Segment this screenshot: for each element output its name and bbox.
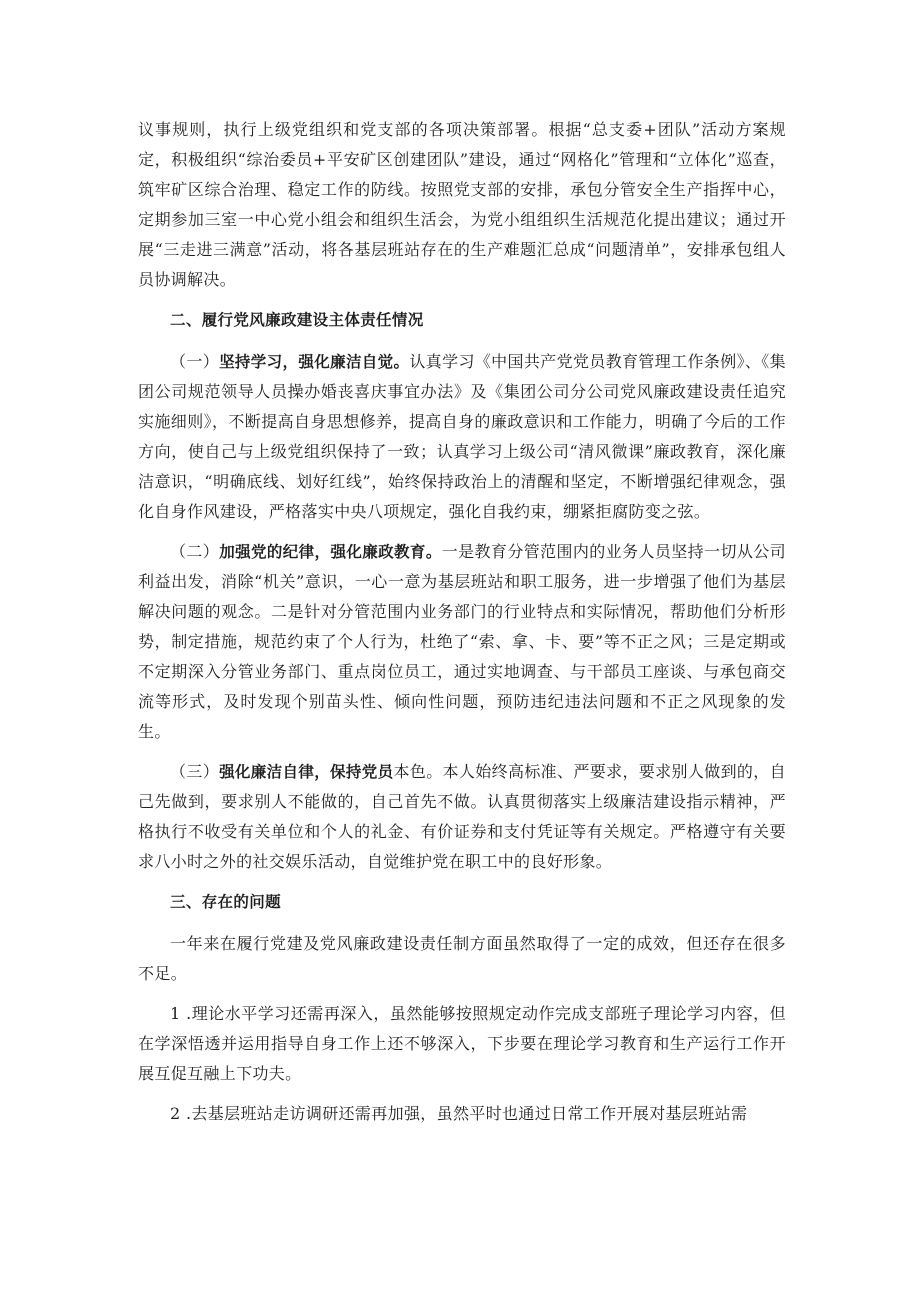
section-heading-three: 三、存在的问题 <box>170 893 281 911</box>
document-page <box>138 115 786 1139</box>
item-two-title: 加强党的纪律，强化廉政教育。 <box>219 543 442 561</box>
item-three-text: 本色。本人始终高标准、严要求，要求别人做到的，自己先做到，要求别人不能做的，自己首先不做。认真贯彻落实上级廉洁建设指示精神，严格执行不收受有关单位和个人的礼金、有价证券和支付凭证等有关规定。严格遵守有关要求八小时之外的社交娱乐活动，自觉维护党在职工中的良好形象。 <box>138 762 786 871</box>
item-three-title: 强化廉洁自律，保持党员 <box>219 763 394 781</box>
item-two-text: 一是教育分管范围内的业务人员坚持一切从公司利益出发，消除“机关”意识，一心一意为基层班站和职工服务，进一步增强了他们为基层解决问题的观念。二是针对分管范围内业务部门的行业特点和实际情况，帮助他们分析形势，制定措施，规范约束了个人行为，杜绝了“索、拿、卡、要”等不正之风；三是定期或不定期深入分管业务部门、重点岗位员工，通过实地调查、与干部员工座谈、与承包商交流等形式，及时发现个别苗头性、倾向性问题，预防违纪违法问题和不正之风现象的发生。 <box>138 542 786 741</box>
section-heading-two: 二、履行党风廉政建设主体责任情况 <box>170 311 424 329</box>
item-three-prefix: （三） <box>170 762 220 781</box>
item-one-paragraph <box>138 347 786 527</box>
problems-intro-paragraph: 一年来在履行党建及党风廉政建设责任制方面虽然取得了一定的成效，但还存在很多不足。 <box>138 934 786 983</box>
continuation-paragraph: 议事规则，执行上级党组织和党支部的各项决策部署。根据“总支委+团队”活动方案规定，积极组织“综治委员+平安矿区创建团队”建设，通过“网格化”管理和“立体化”巡查，筑牢矿区综合治理、稳定工作的防线。按照党支部的安排，承包分管安全生产指挥中心，定期参加三室一中心党小组会和组织生活会，为党小组组织生活规范化提出建议；通过开展“三走进三满意”活动，将各基层班站存在的生产难题汇总成“问题清单”，安排承包组人员协调解决。 <box>138 120 786 289</box>
item-two-prefix: （二） <box>170 542 220 561</box>
item-two-paragraph <box>138 537 786 747</box>
item-three-paragraph <box>138 757 786 877</box>
problem-one-paragraph: 1 .理论水平学习还需再深入，虽然能够按照规定动作完成支部班子理论学习内容，但在学深悟透并运用指导自身工作上还不够深入，下步要在理论学习教育和生产运行工作开展互促互融上下功夫。 <box>138 1004 786 1083</box>
item-one-title: 坚持学习，强化廉洁自觉。 <box>219 353 410 371</box>
item-one-text: 认真学习《中国共产党党员教育管理工作条例》、《集团公司规范领导人员操办婚丧喜庆事宜办法》及《集团公司分公司党风廉政建设责任追究实施细则》，不断提高自身思想修养，提高自身的廉政意识和工作能力，明确了今后的工作方向，使自己与上级党组织保持了一致；认真学习上级公司“清风微课”廉政教育，深化廉洁意识，“明确底线、划好红线”，始终保持政治上的清醒和坚定，不断增强纪律观念，强化自身作风建设，严格落实中央八项规定，强化自我约束，绷紧拒腐防变之弦。 <box>138 352 786 521</box>
item-one-prefix: （一） <box>170 352 220 371</box>
problem-two-paragraph: 2 .去基层班站走访调研还需再加强，虽然平时也通过日常工作开展对基层班站需 <box>170 1104 748 1123</box>
